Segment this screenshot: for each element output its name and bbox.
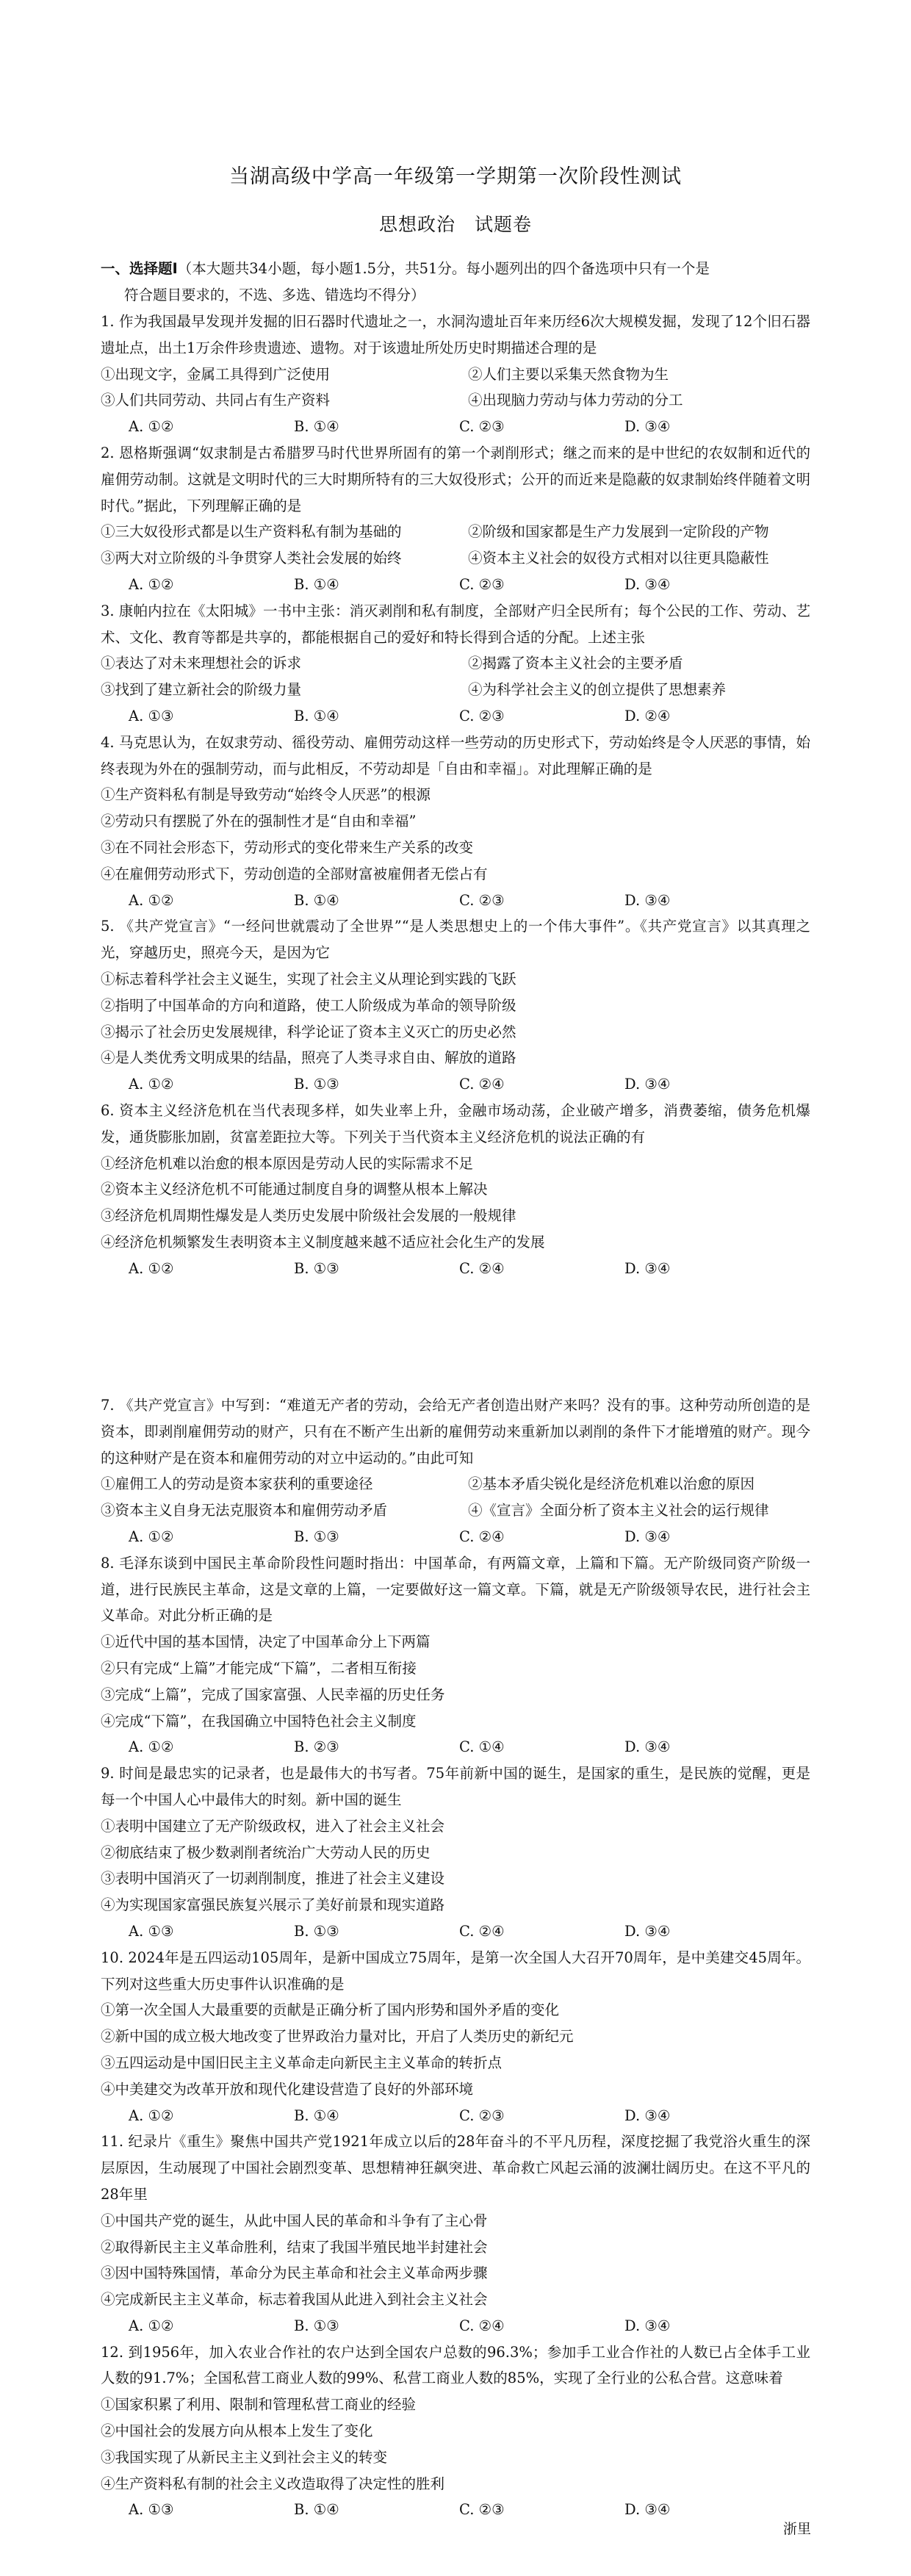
question-stem: 2. 恩格斯强调“奴隶制是古希腊罗马时代世界所固有的第一个剥削形式；继之而来的是中世纪的农奴制和近代的雇佣劳动制。这就是文明时代的三大时期所特有的三大奴役形式；公开的而近来是隐蔽的奴隶制始终伴随着文明时代。”据此，下列理解正确的是 [101, 444, 810, 514]
answer-choice[interactable]: D. ③④ [624, 418, 671, 436]
answer-choices [101, 703, 810, 730]
question-stem: 9. 时间是最忠实的记录者，也是最伟大的书写者。75年前新中国的诞生，是国家的重生，是民族的觉醒，更是每一个中国人心中最伟大的时刻。新中国的诞生 [101, 1765, 810, 1808]
answer-choice[interactable]: C. ②④ [459, 2317, 505, 2334]
option-row [101, 677, 810, 703]
statement-option: ①国家积累了利用、限制和管理私营工商业的经验 [101, 2396, 417, 2414]
statement-option: ②取得新民主主义革命胜利，结束了我国半殖民地半封建社会 [101, 2238, 488, 2256]
answer-choice[interactable]: D. ③④ [624, 2501, 671, 2519]
section-intro-first: （本大题共34小题，每小题1.5分，共51分。每小题列出的四个备选项中只有一个是 [177, 260, 710, 277]
answer-choice[interactable]: B. ①③ [294, 1259, 339, 1277]
statement-option: ④完成新民主主义革命，标志着我国从此进入到社会主义社会 [101, 2291, 488, 2309]
statement-option: ③在不同社会形态下，劳动形式的变化带来生产关系的改变 [101, 838, 474, 856]
answer-choice[interactable]: B. ①④ [294, 575, 339, 593]
answer-choice[interactable]: C. ②④ [459, 1076, 505, 1093]
statement-option: ④生产资料私有制的社会主义改造取得了决定性的胜利 [101, 2475, 445, 2492]
answer-choice[interactable]: D. ③④ [624, 1738, 671, 1756]
option-row [101, 1471, 810, 1497]
statement-option: ①第一次全国人大最重要的贡献是正确分析了国内形势和国外矛盾的变化 [101, 2001, 560, 2019]
statement-option: ③五四运动是中国旧民主主义革命走向新民主主义革命的转折点 [101, 2054, 503, 2071]
answer-choice[interactable]: D. ③④ [624, 575, 671, 593]
question-group-page1 [101, 309, 810, 1281]
answer-choice[interactable]: A. ①③ [129, 707, 174, 724]
footer-mark: 浙里 [782, 2521, 811, 2537]
statement-option: ③因中国特殊国情，革命分为民主革命和社会主义革命两步骤 [101, 2264, 488, 2282]
answer-choice[interactable]: A. ①② [129, 2317, 174, 2334]
statement-option: ①三大奴役形式都是以生产资料私有制为基础的 [101, 523, 402, 541]
option-row [101, 387, 810, 414]
answer-choice[interactable]: C. ②④ [459, 1528, 505, 1545]
statement-option: ④《宣言》全面分析了资本主义社会的运行规律 [468, 1502, 769, 1519]
answer-choices [101, 1918, 810, 1945]
answer-choices [101, 414, 810, 440]
statement-option: ②劳动只有摆脱了外在的强制性才是“自由和幸福” [101, 813, 417, 830]
answer-choice[interactable]: B. ①④ [294, 418, 339, 436]
statement-option: ④中美建交为改革开放和现代化建设营造了良好的外部环境 [101, 2080, 474, 2098]
question-item [101, 1392, 810, 1550]
statement-option: ③经济危机周期性爆发是人类历史发展中阶级社会发展的一般规律 [101, 1207, 516, 1225]
answer-choice[interactable]: A. ①② [129, 1738, 174, 1756]
statement-option: ①生产资料私有制是导致劳动“始终令人厌恶”的根源 [101, 786, 431, 804]
statement-option: ④为科学社会主义的创立提供了思想素养 [468, 681, 727, 699]
answer-choice[interactable]: D. ②④ [624, 707, 671, 724]
answer-choices [101, 2313, 810, 2339]
statement-option: ②揭露了资本主义社会的主要矛盾 [468, 655, 683, 672]
answer-choice[interactable]: A. ①③ [129, 2501, 174, 2519]
answer-choice[interactable]: B. ①③ [294, 1922, 339, 1940]
question-item [101, 730, 810, 914]
answer-choice[interactable]: A. ①② [129, 1076, 174, 1093]
statement-option: ③表明中国消灭了一切剥削制度，推进了社会主义建设 [101, 1870, 445, 1888]
option-row [101, 361, 810, 388]
statement-option: ①中国共产党的诞生，从此中国人民的革命和斗争有了主心骨 [101, 2212, 488, 2229]
question-item [101, 2339, 810, 2524]
statement-option: ④为实现国家富强民族复兴展示了美好前景和现实道路 [101, 1896, 445, 1914]
answer-choice[interactable]: A. ①② [129, 1259, 174, 1277]
answer-choice[interactable]: D. ③④ [624, 2107, 671, 2124]
question-stem: 10. 2024年是五四运动105周年，是新中国成立75周年，是第一次全国人大召开70周年，是中美建交45周年。下列对这些重大历史事件认识准确的是 [101, 1949, 810, 1993]
answer-choice[interactable]: B. ①④ [294, 707, 339, 724]
statement-option: ②只有完成“上篇”才能完成“下篇”，二者相互衔接 [101, 1659, 417, 1677]
answer-choice[interactable]: D. ③④ [624, 1528, 671, 1545]
statement-option: ②人们主要以采集天然食物为生 [468, 365, 669, 383]
section-intro-rest: 符合题目要求的，不选、多选、错选均不得分） [124, 286, 425, 303]
question-stem: 3. 康帕内拉在《太阳城》一书中主张：消灭剥削和私有制度，全部财产归全民所有；每个公民的工作、劳动、艺术、文化、教育等都是共享的，都能根据自己的爱好和特长得到合适的分配。上述主张 [101, 602, 810, 646]
answer-choice[interactable]: C. ②③ [459, 707, 505, 724]
answer-choice[interactable]: D. ③④ [624, 1922, 671, 1940]
question-stem: 1. 作为我国最早发现并发掘的旧石器时代遗址之一，水洞沟遗址百年来历经6次大规模发掘，发现了12个旧石器遗址点，出土1万余件珍贵遗迹、遗物。对于该遗址所处历史时期描述合理的是 [101, 313, 810, 356]
answer-choice[interactable]: C. ②③ [459, 575, 505, 593]
answer-choice[interactable]: D. ③④ [624, 1259, 671, 1277]
statement-option: ①近代中国的基本国情，决定了中国革命分上下两篇 [101, 1633, 431, 1651]
statement-option: ②新中国的成立极大地改变了世界政治力量对比，开启了人类历史的新纪元 [101, 2028, 574, 2046]
exam-title: 当湖高级中学高一年级第一学期第一次阶段性测试 [229, 165, 682, 188]
answer-choices [101, 2497, 810, 2523]
answer-choice[interactable]: B. ①③ [294, 1076, 339, 1093]
question-item [101, 309, 810, 440]
answer-choices [101, 1734, 810, 1760]
answer-choice[interactable]: C. ②③ [459, 2107, 505, 2124]
answer-choice[interactable]: B. ①③ [294, 2317, 339, 2334]
question-item [101, 2129, 810, 2339]
option-row [101, 519, 810, 545]
section-label: 一、选择题Ⅰ [101, 260, 178, 277]
answer-choice[interactable]: B. ①③ [294, 1528, 339, 1545]
question-stem: 6. 资本主义经济危机在当代表现多样，如失业率上升，金融市场动荡，企业破产增多，消费萎缩，债务危机爆发，通货膨胀加剧，贫富差距拉大等。下列关于当代资本主义经济危机的说法正确的有 [101, 1101, 810, 1145]
answer-choice[interactable]: B. ①④ [294, 2107, 339, 2124]
question-group-page2 [101, 1392, 810, 2523]
answer-choice[interactable]: C. ②③ [459, 891, 505, 909]
statement-option: ④完成“下篇”，在我国确立中国特色社会主义制度 [101, 1712, 417, 1730]
statement-option: ②阶级和国家都是生产力发展到一定阶段的产物 [468, 523, 769, 541]
option-row [101, 545, 810, 572]
answer-choice[interactable]: C. ②③ [459, 418, 505, 436]
question-item [101, 598, 810, 730]
statement-option: ②指明了中国革命的方向和道路，使工人阶级成为革命的领导阶级 [101, 996, 516, 1014]
statement-option: ②彻底结束了极少数剥削者统治广大劳动人民的历史 [101, 1843, 431, 1861]
question-stem: 12. 到1956年，加入农业合作社的农户达到全国农户总数的96.3%；参加手工业合作社的人数已占全体手工业人数的91.7%；全国私营工商业人数的99%、私营工商业人数的85%，实现了全行业的公私合营。这意味着 [101, 2343, 810, 2387]
statement-option: ④是人类优秀文明成果的结晶，照亮了人类寻求自由、解放的道路 [101, 1049, 516, 1067]
option-row [101, 650, 810, 677]
answer-choice[interactable]: D. ③④ [624, 2317, 671, 2334]
question-item [101, 913, 810, 1098]
statement-option: ④经济危机频繁发生表明资本主义制度越来越不适应社会化生产的发展 [101, 1233, 545, 1251]
statement-option: ①表明中国建立了无产阶级政权，进入了社会主义社会 [101, 1817, 445, 1835]
statement-option: ③资本主义自身无法克服资本和雇佣劳动矛盾 [101, 1502, 388, 1519]
statement-option: ①雇佣工人的劳动是资本家获利的重要途径 [101, 1475, 373, 1493]
statement-option: ①表达了对未来理想社会的诉求 [101, 655, 302, 672]
answer-choice[interactable]: A. ①② [129, 2107, 174, 2124]
answer-choices [101, 1071, 810, 1098]
question-stem: 8. 毛泽东谈到中国民主革命阶段性问题时指出：中国革命，有两篇文章，上篇和下篇。无产阶级同资产阶级一道，进行民族民主革命，这是文章的上篇，一定要做好这一篇文章。下篇，就是无产阶级领导农民，进行社会主义革命。对此分析正确的是 [101, 1554, 810, 1625]
question-stem: 11. 纪录片《重生》聚焦中国共产党1921年成立以后的28年奋斗的不平凡历程，深度挖掘了我党浴火重生的深层原因，生动展现了中国社会剧烈变革、思想精神狂飙突进、革命救亡风起云涌的波澜壮阔历史。在这不平凡的28年里 [101, 2133, 810, 2203]
statement-option: ③我国实现了从新民主主义到社会主义的转变 [101, 2448, 388, 2466]
answer-choice[interactable]: A. ①② [129, 418, 174, 436]
section-intro [101, 256, 810, 309]
statement-option: ③揭示了社会历史发展规律，科学论证了资本主义灭亡的历史必然 [101, 1023, 516, 1040]
answer-choice[interactable]: A. ①② [129, 891, 174, 909]
statement-option: ④资本主义社会的奴役方式相对以往更具隐蔽性 [468, 550, 769, 567]
answer-choice[interactable]: D. ③④ [624, 891, 671, 909]
statement-option: ①标志着科学社会主义诞生，实现了社会主义从理论到实践的飞跃 [101, 970, 516, 987]
exam-subtitle: 思想政治 试题卷 [378, 214, 532, 235]
question-stem: 7. 《共产党宣言》中写到：“难道无产者的劳动，会给无产者创造出财产来吗？没有的事。这种劳动所创造的是资本，即剥削雇佣劳动的财产，只有在不断产生出新的雇佣劳动来重新加以剥削的条件下才能增殖的财产。现今的这种财产是在资本和雇佣劳动的对立中运动的。”由此可知 [101, 1397, 810, 1467]
answer-choice[interactable]: A. ①② [129, 575, 174, 593]
answer-choices [101, 1524, 810, 1550]
statement-option: ③人们共同劳动、共同占有生产资料 [101, 392, 331, 409]
answer-choice[interactable]: A. ①③ [129, 1922, 174, 1940]
answer-choice[interactable]: C. ②④ [459, 1259, 505, 1277]
question-stem: 4. 马克思认为，在奴隶劳动、徭役劳动、雇佣劳动这样一些劳动的历史形式下，劳动始终是令人厌恶的事情，始终表现为外在的强制劳动，而与此相反，不劳动却是「自由和幸福」。对此理解正确的是 [101, 733, 810, 777]
question-stem: 5. 《共产党宣言》“一经问世就震动了全世界”“是人类思想史上的一个伟大事件”。《共产党宣言》以其真理之光，穿越历史，照亮今天，是因为它 [101, 918, 810, 962]
section-heading [101, 256, 810, 282]
statement-option: ④出现脑力劳动与体力劳动的分工 [468, 392, 683, 409]
question-item [101, 1760, 810, 1945]
answer-choices [101, 1256, 810, 1282]
answer-choice[interactable]: C. ②④ [459, 1922, 505, 1940]
answer-choice[interactable]: A. ①② [129, 1528, 174, 1545]
question-item [101, 1945, 810, 2129]
answer-choice[interactable]: B. ①④ [294, 891, 339, 909]
statement-option: ③两大对立阶级的斗争贯穿人类社会发展的始终 [101, 550, 402, 567]
answer-choice[interactable]: C. ②③ [459, 2501, 505, 2519]
question-item [101, 1098, 810, 1282]
answer-choices [101, 2103, 810, 2129]
statement-option: ①经济危机难以治愈的根本原因是劳动人民的实际需求不足 [101, 1154, 474, 1172]
answer-choice[interactable]: B. ②③ [294, 1738, 339, 1756]
answer-choices [101, 888, 810, 914]
statement-option: ③找到了建立新社会的阶级力量 [101, 681, 302, 699]
statement-option: ④在雇佣劳动形式下，劳动创造的全部财富被雇佣者无偿占有 [101, 865, 488, 882]
statement-option: ②中国社会的发展方向从根本上发生了变化 [101, 2422, 373, 2440]
answer-choice[interactable]: C. ①④ [459, 1738, 505, 1756]
question-item [101, 440, 810, 598]
statement-option: ②资本主义经济危机不可能通过制度自身的调整从根本上解决 [101, 1181, 488, 1198]
question-item [101, 1550, 810, 1760]
statement-option: ③完成“上篇”，完成了国家富强、人民幸福的历史任务 [101, 1685, 445, 1703]
answer-choice[interactable]: B. ①④ [294, 2501, 339, 2519]
option-row [101, 1497, 810, 1524]
answer-choices [101, 572, 810, 598]
answer-choice[interactable]: D. ③④ [624, 1076, 671, 1093]
statement-option: ①出现文字，金属工具得到广泛使用 [101, 365, 331, 383]
statement-option: ②基本矛盾尖锐化是经济危机难以治愈的原因 [468, 1475, 755, 1493]
